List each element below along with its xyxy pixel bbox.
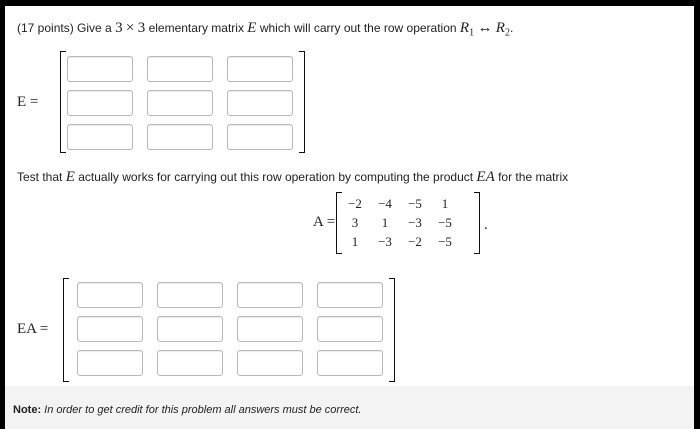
- ea-matrix-input-r1-c3[interactable]: [237, 282, 303, 308]
- e-matrix-input-r1-c2[interactable]: [147, 56, 213, 82]
- a-matrix-entry-r1-c1: −2: [348, 196, 362, 211]
- ea-matrix-input-r3-c4[interactable]: [317, 350, 383, 376]
- ea-matrix-inputs: [77, 282, 397, 378]
- a-matrix-entry-r1-c4: 1: [441, 196, 449, 211]
- e-matrix-input-r3-c1[interactable]: [67, 124, 133, 150]
- e-matrix-input-r2-c2[interactable]: [147, 90, 213, 116]
- e-matrix-label: E =: [17, 94, 39, 110]
- e-matrix-input-r3-c3[interactable]: [227, 124, 293, 150]
- e-matrix-left-bracket: [60, 51, 66, 153]
- a-matrix-entry-r2-c2: 1: [381, 215, 389, 230]
- points-label: (17 points): [17, 21, 74, 35]
- a-matrix-entry-r3-c2: −3: [378, 234, 392, 249]
- a-matrix-entry-r3-c1: 1: [351, 234, 359, 249]
- ea-matrix-input-r2-c2[interactable]: [157, 316, 223, 342]
- a-matrix-entry-r1-c2: −4: [378, 196, 392, 211]
- question-2-text: Test that E actually works for carrying out this row operation by computing the product EA for the matrix: [17, 169, 569, 185]
- note-text: [13, 404, 361, 416]
- swap-arrow-icon: ↔: [477, 20, 493, 36]
- a-matrix-period: .: [484, 217, 488, 233]
- problem-panel: [5, 6, 694, 386]
- ea-matrix-input-r3-c3[interactable]: [237, 350, 303, 376]
- ea-matrix-input-r2-c1[interactable]: [77, 316, 143, 342]
- a-matrix: [340, 194, 490, 252]
- ea-matrix-left-bracket: [63, 278, 69, 382]
- a-matrix-entry-r2-c4: −5: [438, 215, 452, 230]
- a-matrix-entry-r2-c1: 3: [351, 215, 359, 230]
- e-matrix-input-r1-c1[interactable]: [67, 56, 133, 82]
- ea-matrix-input-r3-c1[interactable]: [77, 350, 143, 376]
- a-matrix-entry-r3-c3: −2: [408, 234, 422, 249]
- ea-matrix-input-r1-c2[interactable]: [157, 282, 223, 308]
- a-matrix-entry-r2-c3: −3: [408, 215, 422, 230]
- a-matrix-entry-r1-c3: −5: [408, 196, 422, 211]
- ea-matrix-input-r2-c3[interactable]: [237, 316, 303, 342]
- a-matrix-right-bracket: [474, 192, 480, 254]
- e-matrix-input-r1-c3[interactable]: [227, 56, 293, 82]
- ea-matrix-input-r1-c4[interactable]: [317, 282, 383, 308]
- ea-matrix-label: EA =: [17, 321, 49, 337]
- e-matrix-inputs: [67, 56, 307, 152]
- ea-matrix-input-r2-c4[interactable]: [317, 316, 383, 342]
- a-matrix-entry-r3-c4: −5: [438, 234, 452, 249]
- question-1-text: (17 points) Give a 3 × 3 elementary matrix E which will carry out the row operation $R_1$ ↔ $R_2$.: [17, 20, 514, 39]
- e-matrix-input-r3-c2[interactable]: [147, 124, 213, 150]
- note-footer: [5, 386, 694, 429]
- ea-matrix-input-r3-c2[interactable]: [157, 350, 223, 376]
- note-body: In order to get credit for this problem all answers must be correct.: [44, 404, 362, 416]
- ea-matrix-input-r1-c1[interactable]: [77, 282, 143, 308]
- a-matrix-label: A =: [313, 214, 336, 230]
- note-label: Note:: [13, 404, 42, 416]
- e-matrix-input-r2-c3[interactable]: [227, 90, 293, 116]
- e-matrix-input-r2-c1[interactable]: [67, 90, 133, 116]
